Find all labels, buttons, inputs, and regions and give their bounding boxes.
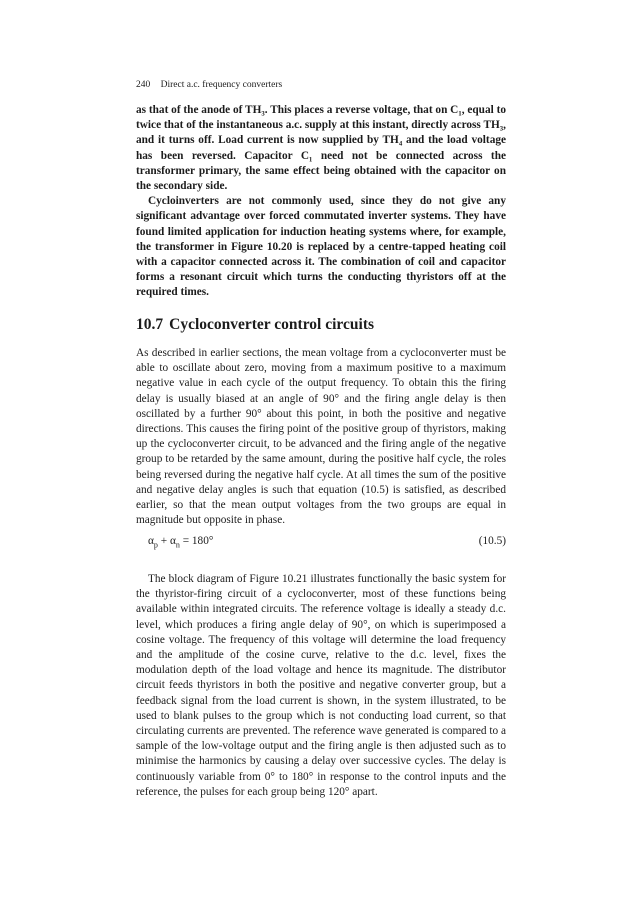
- section-number: 10.7: [136, 316, 164, 333]
- section-paragraph: As described in earlier sections, the mean voltage from a cycloconverter must be able to oscillate about zero, moving from a maximum positive to a maximum negative value in each cycle of the output frequency. To obtain this the firing delay is usually biased at an angle of 90° and the firing angle delay is then oscillated by a further 90° about this point, in both the positive and negative directions. This causes the firing point of the positive group of thyristors, making up the cycloconverter circuit, to be advanced and the firing angle of the negative group to be retarded by the same amount, during the positive half cycle, the roles being reversed during the negative half cycle. At all times the sum of the positive and negative delay angles is such that equation (10.5) is satisfied, as described earlier, so that the mean output voltages from the two groups are equal in magnitude but opposite in phase.: [136, 347, 506, 527]
- equation-number: (10.5): [478, 535, 506, 547]
- continued-text: [136, 103, 506, 301]
- equation-expression: $\alpha_p + \alpha_n = 180^\circ$: [148, 535, 214, 550]
- page-number: 240: [136, 80, 151, 90]
- block-diagram-paragraph: The block diagram of Figure 10.21 illustrates functionally the basic system for the thyristor-firing circuit of a cycloconverter, most of these functions being available within integrated circuits. The reference voltage is ideally a steady d.c. level, which produces a firing angle delay of 90°, on which is superimposed a cosine voltage. The frequency of this voltage will determine the load frequency and the amplitude of the cosine curve, relative to the d.c. level, fixes the modulation depth of the load voltage and hence its magnitude. The distributor circuit feeds thyristors in both the positive and negative converter group, but a feedback signal from the load current is shown, in the system illustrated, to be used to blank pulses to the group which is not conducting load current, so that circulating currents are prevented. The reference wave generated is compared to a sample of the low-voltage output and the firing angle is then adjusted such as to minimise the harmonics by causing a delay over successive cycles. The delay is continuously variable from 0° to 180° in response to the control inputs and the reference, the pulses for each group being 120° apart.: [136, 573, 506, 798]
- cycloinverter-paragraph: Cycloinverters are not commonly used, since they do not give any significant advantage over forced commutated inverter systems. They have found limited application for induction heating systems where, for example, the transformer in Figure 10.20 is replaced by a centre-tapped heating coil with a capacitor connected across it. The combination of coil and capacitor forms a resonant circuit which turns the conducting thyristors off at the required times.: [136, 195, 506, 299]
- section-title: Cycloconverter control circuits: [169, 316, 375, 333]
- continued-paragraph: as that of the anode of TH₃. This places a reverse voltage, that on C₁, equal to twice that of the instantaneous a.c. supply at this instant, directly across TH₃, and it turns off. Load current is now supplied by TH₄ and the load voltage has been reversed. Capacitor C₁ need not be connected across the transformer primary, the same effect being obtained with the capacitor on the secondary side.: [136, 104, 506, 193]
- section-body-continued: [136, 572, 506, 800]
- running-title: Direct a.c. frequency converters: [160, 80, 283, 90]
- running-header: [136, 80, 282, 90]
- section-body: [136, 346, 506, 528]
- section-heading: [136, 316, 374, 334]
